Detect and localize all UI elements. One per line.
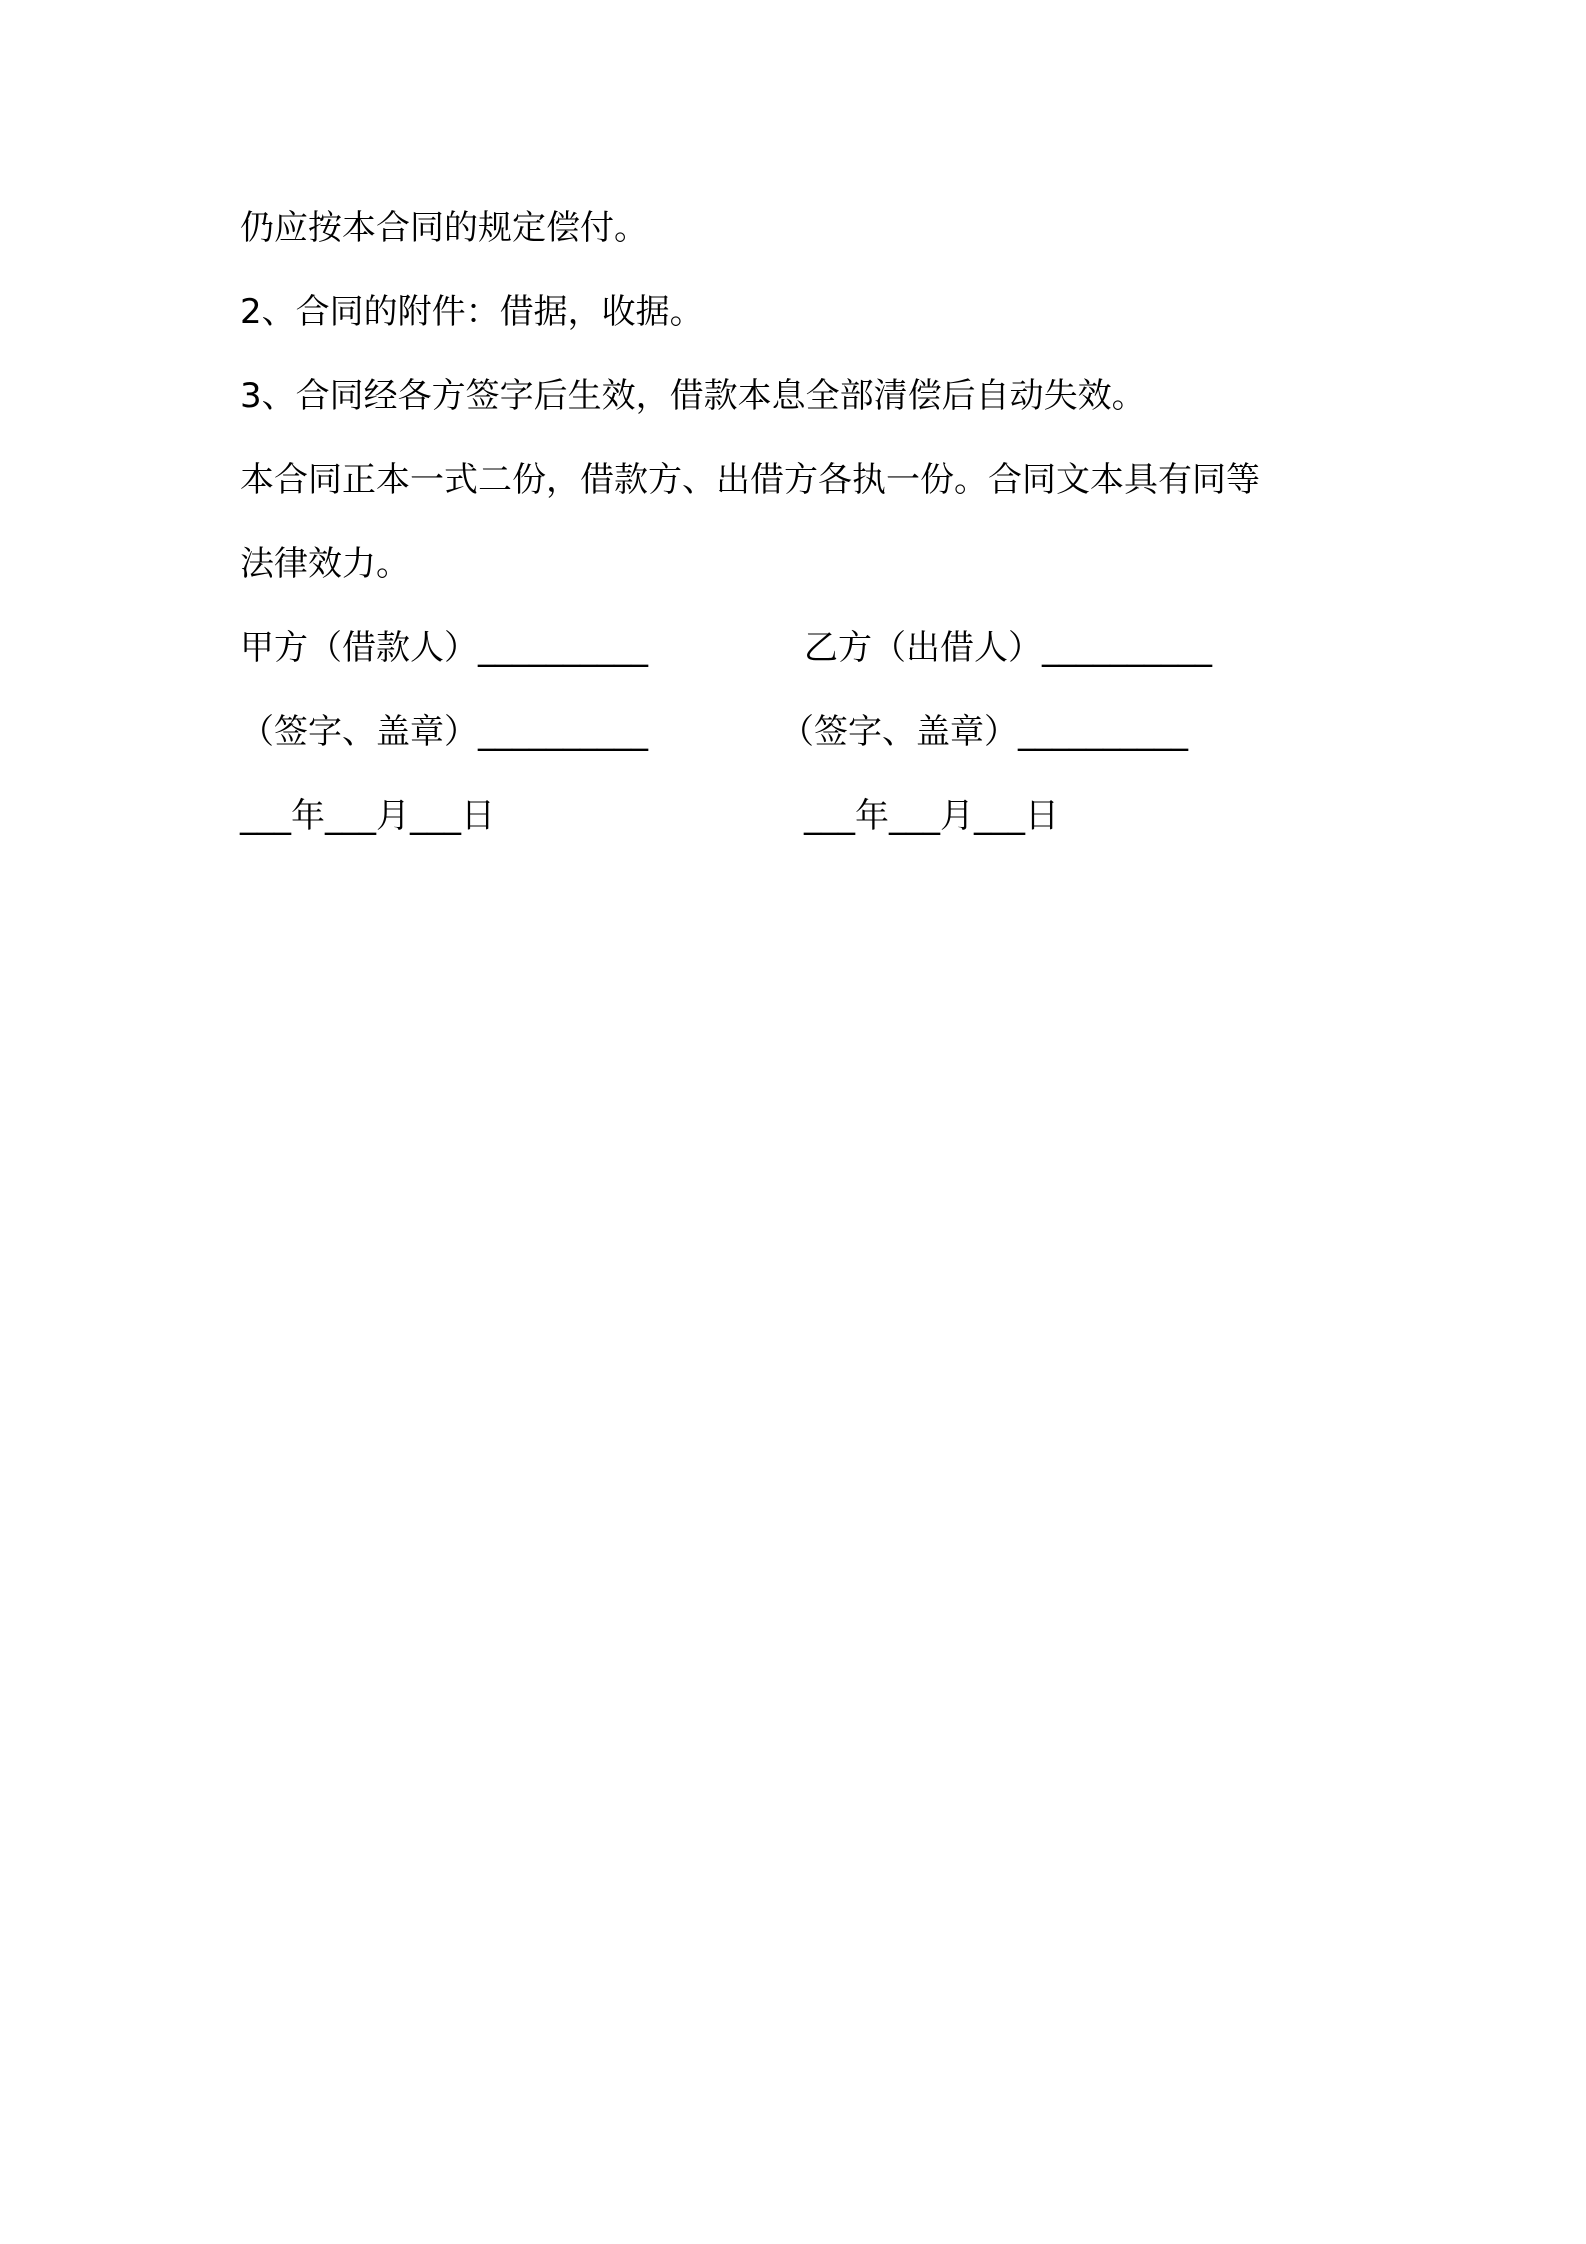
- party-a-name-line: 甲方（借款人）__________: [240, 628, 648, 668]
- paragraph-line-1: 仍应按本合同的规定偿付。: [240, 208, 648, 248]
- paragraph-line-5: 法律效力。: [240, 544, 410, 584]
- party-a-sign-line: （签字、盖章）__________: [240, 712, 648, 752]
- party-b-date-line: ___年___月___日: [804, 796, 1059, 836]
- paragraph-line-3: 3、合同经各方签字后生效，借款本息全部清偿后自动失效。: [240, 376, 1146, 416]
- paragraph-line-2: 2、合同的附件：借据，收据。: [240, 292, 704, 332]
- party-b-name-line: 乙方（出借人）__________: [804, 628, 1212, 668]
- party-a-date-line: ___年___月___日: [240, 796, 495, 836]
- party-b-sign-line: （签字、盖章）__________: [780, 712, 1188, 752]
- paragraph-line-4: 本合同正本一式二份，借款方、出借方各执一份。合同文本具有同等: [240, 460, 1260, 500]
